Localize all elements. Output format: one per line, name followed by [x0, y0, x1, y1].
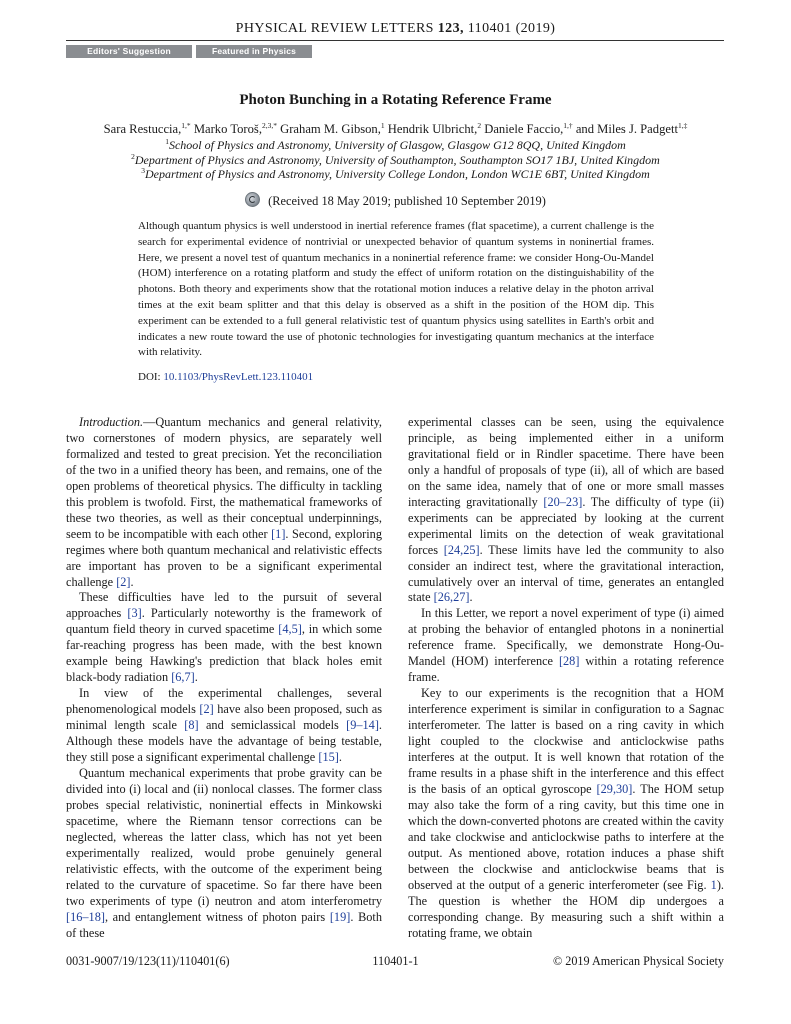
crossmark-icon[interactable] [245, 192, 260, 207]
author-affiliation-mark: 1,† [563, 121, 573, 130]
citation-link[interactable]: [15] [318, 750, 339, 765]
author-affiliation-mark: 1,* [181, 121, 191, 130]
citation-link[interactable]: [9–14] [346, 718, 379, 733]
citation-link[interactable]: [6,7] [171, 670, 195, 685]
paragraph-text: , and entanglement witness of photon pairs [104, 909, 330, 924]
body-column-right [408, 415, 724, 941]
paragraph-text: These difficulties have led to the pursuit of several approaches [66, 590, 382, 621]
paragraph-text: experimental classes can be seen, using the equivalence principle, as being implemented either in a uniform gravitational field or in Rindler spacetime. There have been only a handful of proposals of type (ii), all of which are based on the same idea, namely that of one or more small masses interacting gravitationally [408, 415, 724, 509]
paragraph-text: . These limits have led the community to also consider an indirect test, where the gravitational interaction, cumulatively over an interval of time, generates an entangled state [408, 542, 724, 605]
citation-link[interactable]: [8] [184, 718, 199, 733]
affiliation-text: Department of Physics and Astronomy, University College London, London WC1E 6BT, United Kingdom [145, 167, 650, 181]
article-number: 110401 (2019) [467, 21, 556, 36]
body-column-left [66, 415, 382, 941]
footer-copyright: © 2019 American Physical Society [552, 954, 724, 968]
affiliation-text: School of Physics and Astronomy, University of Glasgow, Glasgow G12 8QQ, United Kingdom [168, 138, 626, 152]
affiliation-1 [0, 138, 791, 153]
paragraph-text: . [469, 590, 473, 605]
paragraph-text: Quantum mechanical experiments that probe gravity can be divided into (i) local and (ii) nonlocal classes. The former class probes special relativistic, noninertial effects in Minkowski spacetime, where the Riemann tensor corrections can be neglected, whereas the latter class, which has not yet been experimentally realized, would probe genuinely general relativistic effects, with the outcome of the experiment being related to the curvature of spacetime. So far there have been two experiments of type (i) neutron and atom interferometry [66, 765, 382, 908]
citation-link[interactable]: [29,30] [596, 781, 633, 796]
paragraph-text: . The difficulty of type (ii) experiments can be appreciated by looking at the current experimental limits on the detection of weak gravitational forces [408, 494, 724, 557]
doi-line [138, 370, 313, 384]
editors-suggestion-badge[interactable]: Editors' Suggestion [66, 45, 192, 58]
citation-link[interactable]: [2] [199, 702, 214, 717]
body-paragraph [66, 415, 382, 590]
paragraph-text: . [130, 574, 134, 589]
citation-link[interactable]: [20–23] [543, 494, 583, 509]
paragraph-text: . Both of these [66, 909, 382, 940]
paragraph-text: . Although these models have the advantage of being testable, they still pose a significant experimental challenge [66, 718, 382, 765]
citation-link[interactable]: 1 [710, 877, 717, 892]
author-name: Hendrik Ulbricht, [387, 122, 478, 136]
author-affiliation-mark: 2 [477, 121, 482, 130]
paragraph-text: Key to our experiments is the recognition that a HOM interference experiment is similar in configuration to a Sagnac interferometer. The latter is based on a ring cavity in which light coupled to the clockwise and anticlockwise paths interferes at the output. It is well known that rotation of the frame results in a phase shift in the interference and this effect is the basis of an optical gyroscope [408, 686, 724, 796]
author-affiliation-mark: 1 [380, 121, 385, 130]
affiliation-number: 1 [165, 137, 169, 146]
citation-link[interactable]: [26,27] [433, 590, 470, 605]
citation-link[interactable]: [28] [558, 654, 580, 669]
body-paragraph [408, 606, 724, 686]
affiliation-text: Department of Physics and Astronomy, University of Southampton, Southampton SO17 1BJ, United Kingdom [134, 153, 660, 167]
doi-label: DOI: [138, 371, 161, 383]
author-name: Daniele Faccio, [484, 122, 564, 136]
paragraph-text: have also been proposed, such as minimal length scale [66, 702, 382, 733]
affiliation-2 [0, 153, 791, 168]
citation-link[interactable]: [24,25] [443, 542, 480, 557]
paragraph-text: —Quantum mechanics and general relativity, two cornerstones of modern physics, are separately well formalized and tested to great precision. Yet the reconciliation of the two in a unified theory has been, and remains, one of the open problems of theoretical physics. The difficulty in tackling this problem is twofold. First, the mathematical frameworks of these two theories, as well as their conceptual underpinnings, seem to be incompatible with each other [66, 415, 382, 541]
abstract: Although quantum physics is well understood in inertial reference frames (flat spacetime), a current challenge is the search for experimental evidence of nontrivial or unexpected behavior of quantum systems in noninertial frames. Here, we present a novel test of quantum mechanics in a noninertial reference frame: we consider Hong-Ou-Mandel (HOM) interference on a rotating platform and study the effect of uniform rotation on the distinguishability of the photons. Both theory and experiments show that the rotational motion induces a relative delay in the photon arrival times at the exit beam splitter and that this delay is observed as a shift in the position of the HOM dip. This experiment can be extended to a full general relativistic test of quantum physics using satellites in Earth's orbit and indicates a new route toward the use of photonic technologies for investigating quantum mechanics at the interface with relativity. [138, 220, 654, 359]
paragraph-text: In view of the experimental challenges, several phenomenological models [66, 686, 382, 717]
received-line [0, 192, 791, 209]
citation-link[interactable]: [3] [127, 606, 142, 621]
author-list [0, 121, 791, 137]
paragraph-text: . [338, 750, 342, 765]
paragraph-text: within a rotating reference frame. [408, 654, 725, 685]
paragraph-text: . Particularly noteworthy is the framework of quantum field theory in curved spacetime [66, 606, 382, 637]
journal-name: PHYSICAL REVIEW LETTERS [235, 21, 434, 36]
paragraph-text: In this Letter, we report a novel experiment of type (i) aimed at probing the behavior of entangled photons in a noninertial reference frame. Specifically, we demonstrate Hong-Ou-Mandel (HOM) interference [408, 606, 724, 669]
affiliation-number: 2 [131, 152, 135, 161]
section-label: Introduction. [79, 415, 144, 429]
author-name: Graham M. Gibson, [280, 122, 381, 136]
header-rule [66, 40, 724, 41]
paragraph-text: . The HOM setup may also take the form of a ring cavity, but this time one in which the down-converted photons are created within the cavity and take clockwise and anticlockwise paths to interfere at the output. As mentioned above, rotation induces a phase shift between the clockwise and anticlockwise beams that is observed at the output of a generic interferometer (see Fig. [408, 781, 724, 892]
journal-volume: 123, [437, 21, 464, 36]
citation-link[interactable]: [2] [116, 574, 131, 589]
author-name: Sara Restuccia, [103, 122, 182, 136]
body-paragraph [66, 766, 382, 941]
body-paragraph [66, 590, 382, 686]
footer-code: 0031-9007/19/123(11)/110401(6) [66, 954, 230, 968]
body-paragraph [66, 686, 382, 766]
body-paragraph [408, 686, 724, 941]
author-name: Marko Toroš, [193, 122, 262, 136]
journal-header [0, 20, 791, 38]
paragraph-text: ). The question is whether the HOM dip undergoes a corresponding change. By measuring such a shift within a rotating frame, we obtain [408, 877, 724, 940]
paragraph-text: . [194, 670, 198, 685]
paragraph-text: . Second, exploring regimes where both quantum mechanical and relativistic effects are important has proven to be a significant experimental challenge [66, 526, 382, 589]
affiliation-3 [0, 167, 791, 182]
received-dates: (Received 18 May 2019; published 10 September 2019) [268, 194, 546, 208]
citation-link[interactable]: [4,5] [278, 622, 302, 637]
body-paragraph [408, 415, 724, 606]
author-affiliation-mark: 2,3,* [261, 121, 277, 130]
citation-link[interactable]: [19] [329, 909, 351, 924]
paragraph-text: , in which some far-reaching progress has been made, with the best known example being Hawking's prediction that black holes emit black-body radiation [66, 622, 382, 685]
paragraph-text: and semiclassical models [198, 718, 347, 733]
doi-link[interactable]: 10.1103/PhysRevLett.123.110401 [163, 371, 314, 383]
featured-in-physics-badge[interactable]: Featured in Physics [196, 45, 312, 58]
author-affiliation-mark: 1,‡ [677, 121, 688, 130]
affiliation-number: 3 [141, 166, 145, 175]
citation-link[interactable]: [16–18] [66, 909, 105, 924]
author-name: and Miles J. Padgett [575, 122, 678, 136]
citation-link[interactable]: [1] [271, 526, 286, 541]
paper-title: Photon Bunching in a Rotating Reference Frame [239, 92, 552, 108]
footer-page-number: 110401-1 [372, 954, 419, 968]
